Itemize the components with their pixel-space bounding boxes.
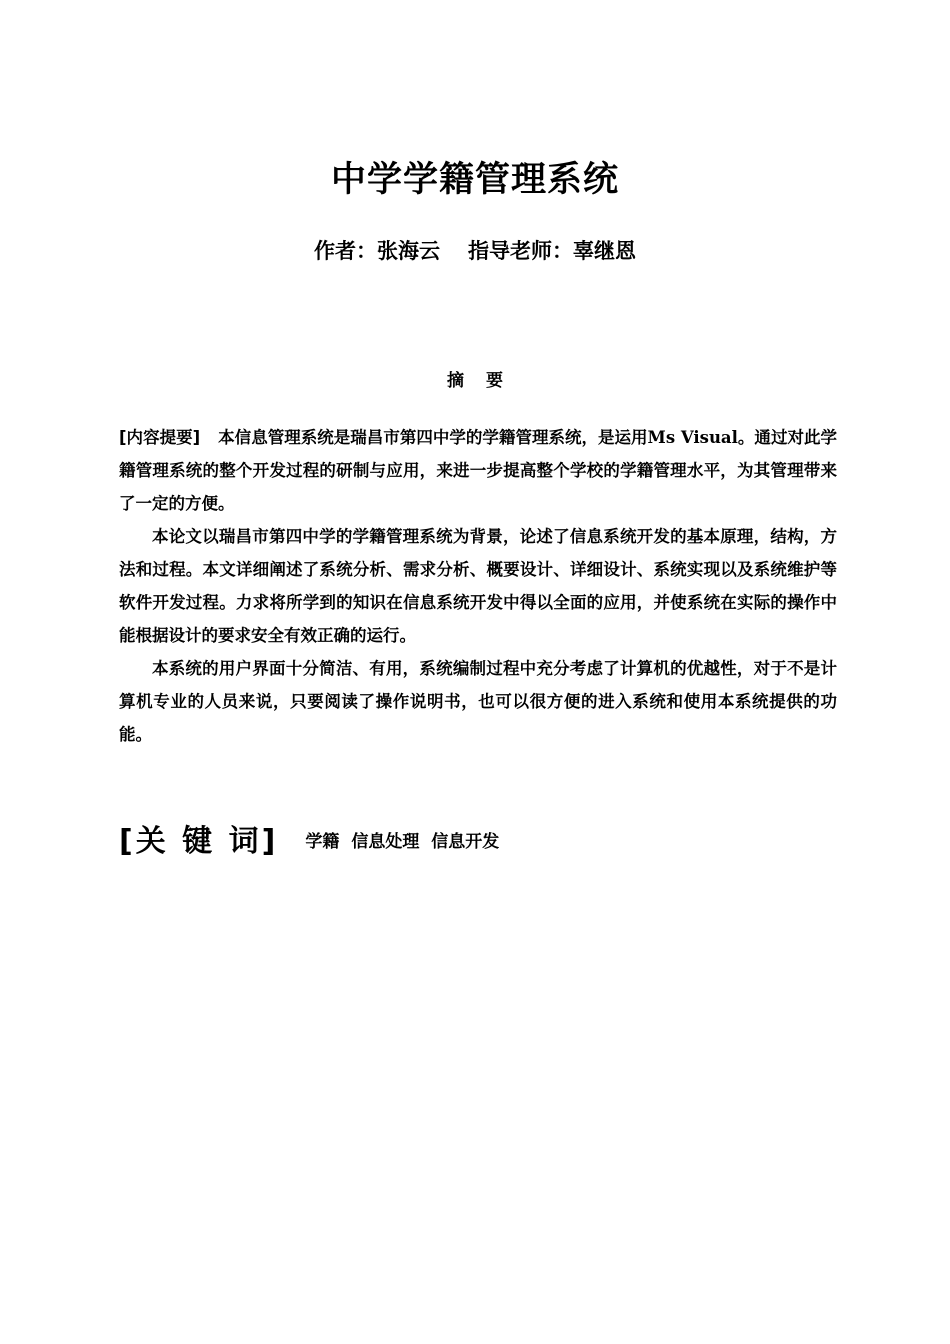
advisor-line: 指导老师：辜继恩 — [468, 238, 636, 263]
keywords-section — [119, 820, 837, 864]
abstract-body — [119, 421, 837, 751]
keywords-list — [305, 820, 505, 864]
author-line: 作者：张海云 — [314, 238, 440, 263]
abstract-paragraph-2: 本论文以瑞昌市第四中学的学籍管理系统为背景，论述了信息系统开发的基本原理，结构，方法和过程。本文详细阐述了系统分析、需求分析、概要设计、详细设计、系统实现以及系统维护等软件开发过程。力求将所学到的知识在信息系统开发中得以全面的应用，并使系统在实际的操作中能根据设计的要求安全有效正确的运行。 — [119, 527, 837, 645]
byline — [0, 236, 950, 266]
keyword-item: 学籍 — [305, 832, 340, 852]
abstract-paragraph-1-text: 本信息管理系统是瑞昌市第四中学的学籍管理系统，是运用Ms Visual。通过对此学籍管理系统的整个开发过程的研制与应用，来进一步提高整个学校的学籍管理水平，为其管理带来了一定的方便。 — [119, 428, 837, 513]
abstract-paragraph-1 — [119, 421, 837, 520]
keyword-item: 信息处理 — [351, 832, 420, 852]
abstract-paragraph-3: 本系统的用户界面十分简洁、有用，系统编制过程中充分考虑了计算机的优越性，对于不是计算机专业的人员来说，只要阅读了操作说明书，也可以很方便的进入系统和使用本系统提供的功能。 — [119, 659, 837, 744]
document-title: 中学学籍管理系统 — [330, 160, 619, 200]
keyword-item: 信息开发 — [431, 832, 500, 852]
abstract-lead-label: [内容提要] — [119, 428, 201, 447]
keywords-label: [关 键 词] — [119, 824, 279, 859]
abstract-heading: 摘 要 — [447, 371, 511, 391]
